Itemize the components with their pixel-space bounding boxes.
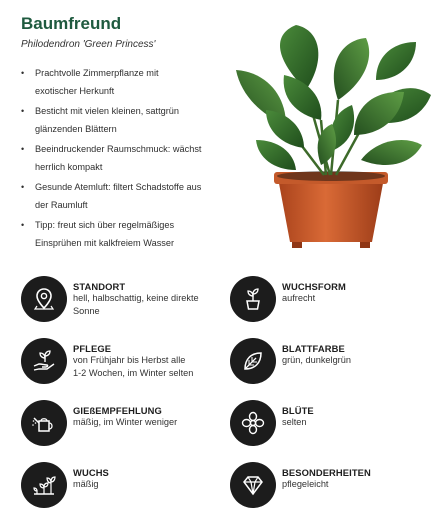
- bullet-item: [21, 178, 221, 214]
- feature-bullet-list: [21, 64, 221, 254]
- feature-value: mäßig: [73, 479, 99, 489]
- feature-value: Sonne: [73, 305, 100, 316]
- bullet-line: Einsprühen mit kalkfreiem Wasser: [35, 238, 175, 248]
- bullet-item: [21, 102, 221, 138]
- feature-heading: BLATTFARBE: [282, 343, 345, 354]
- bullet-dot: •: [21, 144, 25, 154]
- bullet-line: Tipp: freut sich über regelmäßiges: [35, 220, 175, 230]
- hand-sprout-icon: [21, 338, 67, 384]
- feature-giessen: [21, 400, 231, 460]
- feature-wuchsform: [230, 276, 440, 336]
- feature-value: 1-2 Wochen, im Winter selten: [73, 367, 194, 378]
- feature-besonderheiten: [230, 462, 440, 522]
- feature-blattfarbe: [230, 338, 440, 398]
- feature-heading: PFLEGE: [73, 343, 112, 354]
- bullet-line: Beeindruckender Raumschmuck: wächst: [35, 144, 202, 154]
- diamond-icon: [230, 462, 276, 508]
- feature-value: hell, halbschattig, keine direkte: [73, 293, 199, 303]
- plant-photo: [226, 20, 442, 258]
- location-pin-icon: [21, 276, 67, 322]
- feature-wuchs: [21, 462, 231, 522]
- plant-botanical-name: Philodendron 'Green Princess': [21, 39, 156, 50]
- bullet-line: glänzenden Blättern: [35, 124, 117, 134]
- growth-sprouts-icon: [21, 462, 67, 508]
- bullet-line: exotischer Herkunft: [35, 86, 115, 96]
- feature-value: von Frühjahr bis Herbst alle: [73, 355, 186, 365]
- bullet-line: Besticht mit vielen kleinen, sattgrün: [35, 106, 180, 116]
- feature-bluete: [230, 400, 440, 460]
- bullet-dot: •: [21, 220, 25, 230]
- flower-icon: [230, 400, 276, 446]
- bullet-item: [21, 216, 221, 252]
- bullet-item: [21, 140, 221, 176]
- feature-value: grün, dunkelgrün: [282, 355, 351, 365]
- feature-heading: BLÜTE: [282, 405, 314, 416]
- watering-can-icon: [21, 400, 67, 446]
- bullet-line: der Raumluft: [35, 200, 88, 210]
- bullet-dot: •: [21, 68, 25, 78]
- page-title: Baumfreund: [21, 14, 122, 33]
- feature-heading: WUCHSFORM: [282, 281, 346, 292]
- potted-plant-icon: [230, 276, 276, 322]
- bullet-dot: •: [21, 182, 25, 192]
- feature-heading: GIEßEMPFEHLUNG: [73, 405, 162, 416]
- feature-value: pflegeleicht: [282, 479, 329, 489]
- leaf-icon: [230, 338, 276, 384]
- bullet-line: herrlich kompakt: [35, 162, 103, 172]
- bullet-line: Gesunde Atemluft: filtert Schadstoffe aus: [35, 182, 202, 192]
- feature-standort: [21, 276, 231, 336]
- feature-value: selten: [282, 417, 307, 427]
- feature-heading: STANDORT: [73, 281, 126, 292]
- feature-pflege: [21, 338, 231, 398]
- feature-heading: BESONDERHEITEN: [282, 467, 371, 478]
- bullet-dot: •: [21, 106, 25, 116]
- feature-value: aufrecht: [282, 293, 316, 303]
- feature-heading: WUCHS: [73, 467, 109, 478]
- bullet-item: [21, 64, 221, 100]
- feature-value: mäßig, im Winter weniger: [73, 417, 178, 427]
- bullet-line: Prachtvolle Zimmerpflanze mit: [35, 68, 159, 78]
